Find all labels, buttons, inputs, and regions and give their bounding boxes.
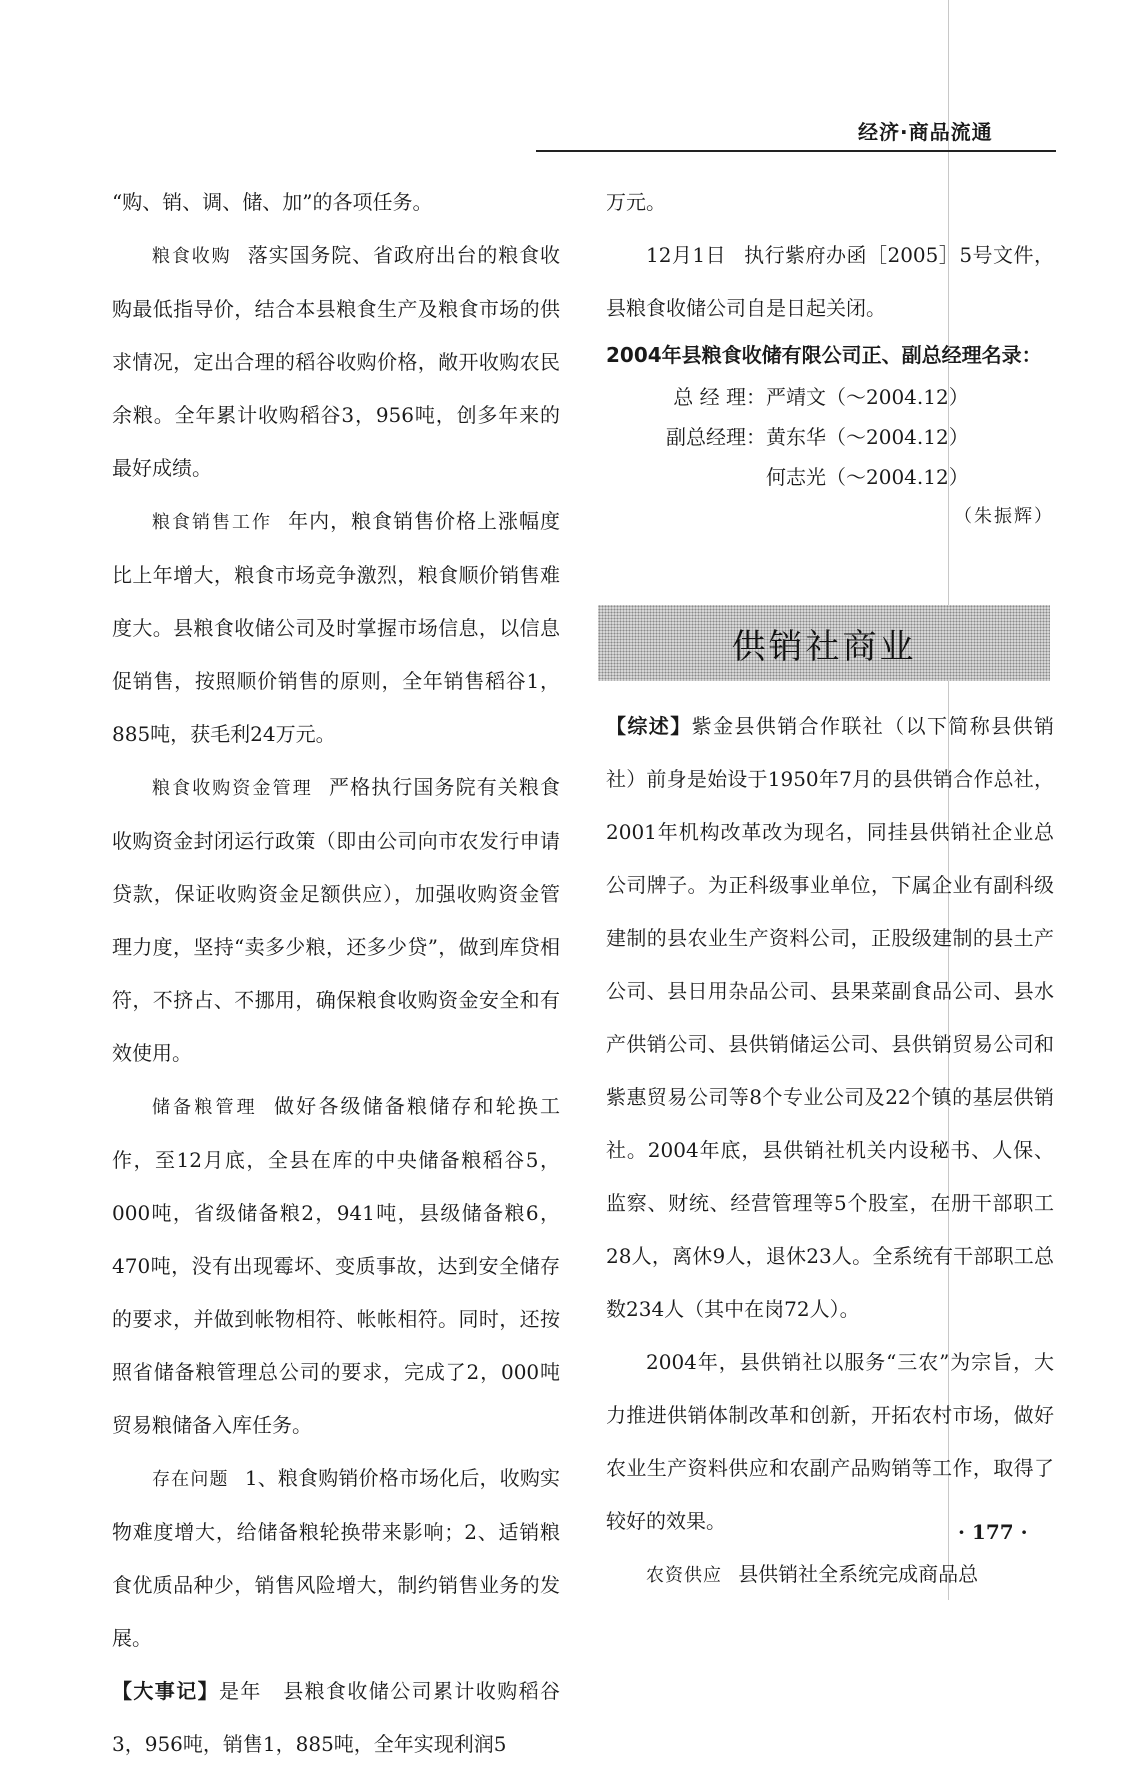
section-banner — [598, 605, 1050, 681]
paragraph-fund-management — [112, 761, 560, 1080]
list-item-name: 严靖文（～2004.12） — [766, 385, 969, 409]
subheading-agri-supply: 农资供应 — [646, 1565, 722, 1586]
subheading-grain-purchase: 粮食收购 — [152, 246, 232, 267]
paragraph-problems — [112, 1452, 560, 1665]
paragraph-text: 县供销社全系统完成商品总 — [738, 1562, 979, 1586]
list-item-label: 副总经理： — [666, 425, 766, 449]
paragraph-continued: “购、销、调、储、加”的各项任务。 — [112, 190, 433, 214]
tag-overview: 【综述】 — [606, 714, 692, 738]
managers-list-title: 2004年县粮食收储有限公司正、副总经理名录： — [606, 343, 1042, 367]
paragraph-summary-2004: 2004年，县供销社以服务“三农”为宗旨，大力推进供销体制改革和创新，开拓农村市场，做好农业生产资料供应和农副产品购销等工作，取得了较好的效果。 — [606, 1350, 1054, 1533]
paragraph-text: 1、粮食购销价格市场化后，收购实物难度增大，给储备粮轮换带来影响；2、适销粮食优质品种少，销售风险增大，制约销售业务的发展。 — [112, 1466, 560, 1650]
paragraph-grain-sales — [112, 495, 560, 761]
paragraph-text: 年内，粮食销售价格上涨幅度比上年增大，粮食市场竞争激烈，粮食顺价销售难度大。县粮食收储公司及时掌握市场信息，以信息促销售，按照顺价销售的原则，全年销售稻谷1，885吨，获毛利24万元。 — [112, 509, 560, 746]
paragraph-text: 是年 县粮食收储公司累计收购稻谷3，956吨，销售1，885吨，全年实现利润5 — [112, 1679, 560, 1756]
list-item — [606, 457, 1054, 497]
paragraph-text: 紫金县供销合作联社（以下简称县供销社）前身是始设于1950年7月的县供销合作总社，2001年机构改革改为现名，同挂县供销社企业总公司牌子。为正科级事业单位，下属企业有副科级建制的县农业生产资料公司，正股级建制的县土产公司、县日用杂品公司、县果菜副食品公司、县水产供销公司、县供销储运公司、县供销贸易公司和紫惠贸易公司等8个专业公司及22个镇的基层供销社。2004年底，县供销社机关内设秘书、人保、监察、财统、经营管理等5个股室，在册干部职工28人，离休9人，退休23人。全系统有干部职工总数234人（其中在岗72人）。 — [606, 714, 1055, 1321]
right-column-bottom — [606, 700, 1054, 1602]
tag-major-events: 【大事记】 — [112, 1679, 219, 1703]
managers-list — [606, 377, 1054, 497]
author-credit: （朱振辉） — [954, 506, 1054, 527]
paragraph-major-events — [112, 1665, 560, 1771]
page-number: · 177 · — [958, 1520, 1028, 1544]
left-column — [112, 176, 560, 1771]
paragraph-overview — [606, 700, 1054, 1336]
paragraph-text: 落实国务院、省政府出台的粮食收购最低指导价，结合本县粮食生产及粮食市场的供求情况，定出合理的稻谷收购价格，敞开收购农民余粮。全年累计收购稻谷3，956吨，创多年来的最好成绩。 — [112, 243, 561, 480]
right-column-top — [606, 176, 1054, 537]
subheading-problems: 存在问题 — [152, 1469, 229, 1490]
subheading-fund-management: 粮食收购资金管理 — [152, 778, 313, 799]
list-item-name: 黄东华（～2004.12） — [766, 425, 969, 449]
paragraph-text: 严格执行国务院有关粮食收购资金封闭运行政策（即由公司向市农发行申请贷款，保证收购资金足额供应），加强收购资金管理力度，坚持“卖多少粮，还多少贷”，做到库贷相符，不挤占、不挪用，确保粮食收购资金安全和有效使用。 — [112, 775, 561, 1065]
section-banner-title: 供销社商业 — [731, 626, 917, 667]
list-item-label: 总 经 理： — [673, 385, 766, 409]
paragraph-continued: 万元。 — [606, 190, 666, 214]
paragraph-reserve-grain — [112, 1080, 560, 1452]
paragraph-agri-supply — [606, 1548, 1054, 1602]
paragraph-text: 做好各级储备粮储存和轮换工作，至12月底，全县在库的中央储备粮稻谷5，000吨，省级储备粮2，941吨，县级储备粮6，470吨，没有出现霉坏、变质事故，达到安全储存的要求，并做到帐物相符、帐帐相符。同时，还按照省储备粮管理总公司的要求，完成了2，000吨贸易粮储备入库任务。 — [112, 1094, 561, 1437]
list-item-name: 何志光（～2004.12） — [766, 465, 969, 489]
header-rule — [536, 150, 1056, 152]
list-item — [606, 377, 1054, 417]
section-header-title: 经济·商品流通 — [858, 120, 993, 144]
subheading-reserve-grain: 储备粮管理 — [152, 1097, 258, 1118]
paragraph-event-closure — [606, 229, 1054, 335]
paragraph-grain-purchase — [112, 229, 560, 495]
list-item — [606, 417, 1054, 457]
subheading-grain-sales: 粮食销售工作 — [152, 512, 272, 533]
event-date: 12月1日 — [646, 243, 727, 267]
paragraph-text: 执行紫府办函［2005］5号文件，县粮食收储公司自是日起关闭。 — [606, 243, 1054, 320]
